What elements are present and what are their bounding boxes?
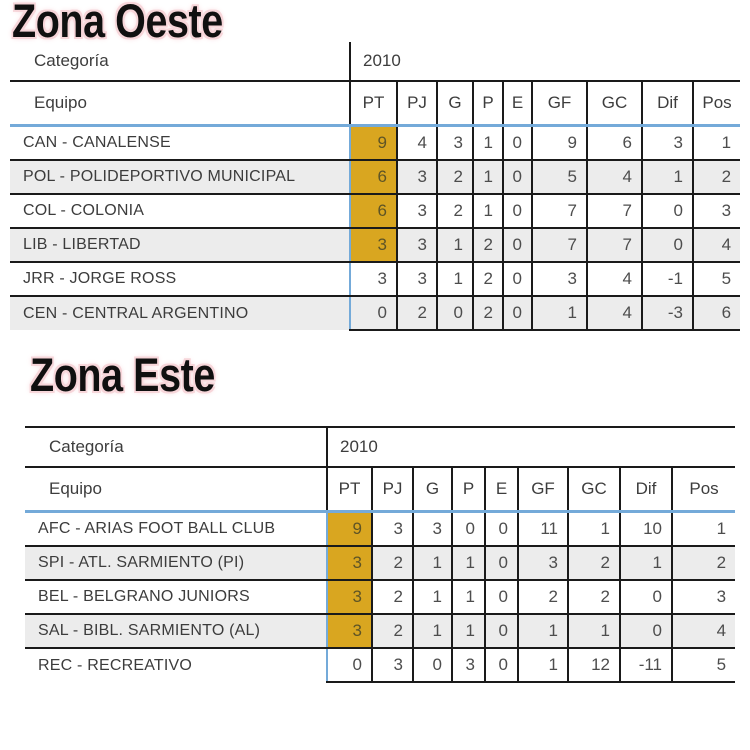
column-header-pos: Pos	[693, 81, 740, 126]
category-label: Categoría	[10, 42, 350, 81]
stat-cell: 3	[642, 126, 693, 161]
stat-cell: 1	[642, 160, 693, 194]
points-cell: 3	[350, 262, 397, 296]
stat-cell: 3	[672, 580, 735, 614]
stat-cell: 2	[568, 580, 620, 614]
column-header-pt: PT	[327, 467, 372, 512]
stat-cell: 1	[518, 614, 568, 648]
stat-cell: 1	[413, 546, 452, 580]
table-row	[10, 194, 740, 228]
stat-cell: 12	[568, 648, 620, 682]
table-row	[10, 296, 740, 330]
stat-cell: 1	[532, 296, 587, 330]
stat-cell: 2	[473, 262, 503, 296]
stat-cell: 3	[372, 512, 413, 547]
category-value: 2010	[327, 427, 735, 467]
team-name: SPI - ATL. SARMIENTO (PI)	[25, 546, 327, 580]
stat-cell: 3	[397, 262, 437, 296]
table-row	[25, 512, 735, 547]
column-header-pj: PJ	[397, 81, 437, 126]
stat-cell: 0	[503, 262, 532, 296]
column-header-gf: GF	[532, 81, 587, 126]
stat-cell: 4	[693, 228, 740, 262]
category-label: Categoría	[25, 427, 327, 467]
stat-cell: 1	[672, 512, 735, 547]
standings-table-zona-oeste	[10, 42, 740, 331]
stat-cell: 3	[372, 648, 413, 682]
stat-cell: 3	[693, 194, 740, 228]
points-cell: 9	[350, 126, 397, 161]
column-header-p: P	[452, 467, 485, 512]
stat-cell: 7	[587, 228, 642, 262]
stat-cell: 11	[518, 512, 568, 547]
column-header-gc: GC	[568, 467, 620, 512]
column-header-equipo: Equipo	[10, 81, 350, 126]
stat-cell: 1	[452, 546, 485, 580]
team-name: BEL - BELGRANO JUNIORS	[25, 580, 327, 614]
stat-cell: 0	[503, 126, 532, 161]
column-header-g: G	[437, 81, 473, 126]
stat-cell: -1	[642, 262, 693, 296]
stat-cell: 1	[452, 580, 485, 614]
stat-cell: 7	[532, 194, 587, 228]
column-header-gc: GC	[587, 81, 642, 126]
stat-cell: 3	[532, 262, 587, 296]
stat-cell: 0	[485, 648, 518, 682]
stat-cell: 1	[437, 228, 473, 262]
stat-cell: 1	[518, 648, 568, 682]
column-header-pj: PJ	[372, 467, 413, 512]
stat-cell: 1	[568, 512, 620, 547]
stat-cell: 0	[413, 648, 452, 682]
column-header-e: E	[503, 81, 532, 126]
stat-cell: 3	[437, 126, 473, 161]
stat-cell: -3	[642, 296, 693, 330]
points-cell: 3	[327, 546, 372, 580]
stat-cell: 2	[372, 614, 413, 648]
stat-cell: 2	[437, 160, 473, 194]
stat-cell: 4	[672, 614, 735, 648]
team-name: CEN - CENTRAL ARGENTINO	[10, 296, 350, 330]
column-header-pos: Pos	[672, 467, 735, 512]
stat-cell: 1	[693, 126, 740, 161]
column-header-row	[25, 467, 735, 512]
stat-cell: -11	[620, 648, 672, 682]
team-name: LIB - LIBERTAD	[10, 228, 350, 262]
standings-table-zona-este	[25, 426, 735, 683]
stat-cell: 2	[473, 228, 503, 262]
stat-cell: 3	[452, 648, 485, 682]
category-header-row	[25, 427, 735, 467]
points-cell: 9	[327, 512, 372, 547]
points-cell: 3	[350, 228, 397, 262]
stat-cell: 1	[452, 614, 485, 648]
stat-cell: 1	[437, 262, 473, 296]
stat-cell: 4	[587, 160, 642, 194]
stat-cell: 0	[452, 512, 485, 547]
column-header-p: P	[473, 81, 503, 126]
team-name: CAN - CANALENSE	[10, 126, 350, 161]
stat-cell: 5	[532, 160, 587, 194]
stat-cell: 0	[503, 160, 532, 194]
stat-cell: 4	[397, 126, 437, 161]
stat-cell: 4	[587, 262, 642, 296]
stat-cell: 3	[397, 228, 437, 262]
stat-cell: 0	[503, 228, 532, 262]
zone-title-este: Zona Este	[30, 348, 215, 401]
stat-cell: 2	[672, 546, 735, 580]
team-name: COL - COLONIA	[10, 194, 350, 228]
column-header-row	[10, 81, 740, 126]
points-cell: 3	[327, 580, 372, 614]
stat-cell: 6	[587, 126, 642, 161]
stat-cell: 0	[503, 296, 532, 330]
stat-cell: 2	[372, 546, 413, 580]
team-name: SAL - BIBL. SARMIENTO (AL)	[25, 614, 327, 648]
stat-cell: 1	[568, 614, 620, 648]
stat-cell: 0	[642, 194, 693, 228]
stat-cell: 2	[397, 296, 437, 330]
stat-cell: 3	[413, 512, 452, 547]
stat-cell: 10	[620, 512, 672, 547]
table-row	[10, 160, 740, 194]
stat-cell: 0	[620, 580, 672, 614]
column-header-dif: Dif	[642, 81, 693, 126]
column-header-dif: Dif	[620, 467, 672, 512]
zone-title-oeste: Zona Oeste	[12, 0, 223, 47]
column-header-pt: PT	[350, 81, 397, 126]
stat-cell: 3	[397, 194, 437, 228]
column-header-e: E	[485, 467, 518, 512]
stat-cell: 3	[397, 160, 437, 194]
table-row	[10, 262, 740, 296]
stat-cell: 4	[587, 296, 642, 330]
stat-cell: 0	[485, 546, 518, 580]
stat-cell: 0	[485, 580, 518, 614]
points-cell: 6	[350, 160, 397, 194]
stat-cell: 2	[518, 580, 568, 614]
points-cell: 6	[350, 194, 397, 228]
stat-cell: 5	[693, 262, 740, 296]
table-row	[10, 126, 740, 161]
stat-cell: 2	[473, 296, 503, 330]
team-name: AFC - ARIAS FOOT BALL CLUB	[25, 512, 327, 547]
team-name: REC - RECREATIVO	[25, 648, 327, 682]
stat-cell: 1	[473, 194, 503, 228]
table-row	[25, 614, 735, 648]
stat-cell: 7	[532, 228, 587, 262]
stat-cell: 2	[693, 160, 740, 194]
stat-cell: 1	[473, 160, 503, 194]
stat-cell: 1	[620, 546, 672, 580]
points-cell: 0	[350, 296, 397, 330]
table-row	[25, 648, 735, 682]
stat-cell: 0	[485, 614, 518, 648]
stat-cell: 0	[503, 194, 532, 228]
stat-cell: 0	[485, 512, 518, 547]
table-row	[10, 228, 740, 262]
points-cell: 0	[327, 648, 372, 682]
team-name: JRR - JORGE ROSS	[10, 262, 350, 296]
table-row	[25, 546, 735, 580]
stat-cell: 0	[642, 228, 693, 262]
stat-cell: 2	[372, 580, 413, 614]
stat-cell: 5	[672, 648, 735, 682]
column-header-gf: GF	[518, 467, 568, 512]
points-cell: 3	[327, 614, 372, 648]
stat-cell: 3	[518, 546, 568, 580]
stat-cell: 6	[693, 296, 740, 330]
stat-cell: 2	[437, 194, 473, 228]
stat-cell: 1	[413, 580, 452, 614]
stat-cell: 2	[568, 546, 620, 580]
category-value: 2010	[350, 42, 740, 81]
category-header-row	[10, 42, 740, 81]
stat-cell: 1	[473, 126, 503, 161]
column-header-equipo: Equipo	[25, 467, 327, 512]
column-header-g: G	[413, 467, 452, 512]
stat-cell: 7	[587, 194, 642, 228]
team-name: POL - POLIDEPORTIVO MUNICIPAL	[10, 160, 350, 194]
stat-cell: 0	[620, 614, 672, 648]
stat-cell: 1	[413, 614, 452, 648]
stat-cell: 9	[532, 126, 587, 161]
table-row	[25, 580, 735, 614]
stat-cell: 0	[437, 296, 473, 330]
